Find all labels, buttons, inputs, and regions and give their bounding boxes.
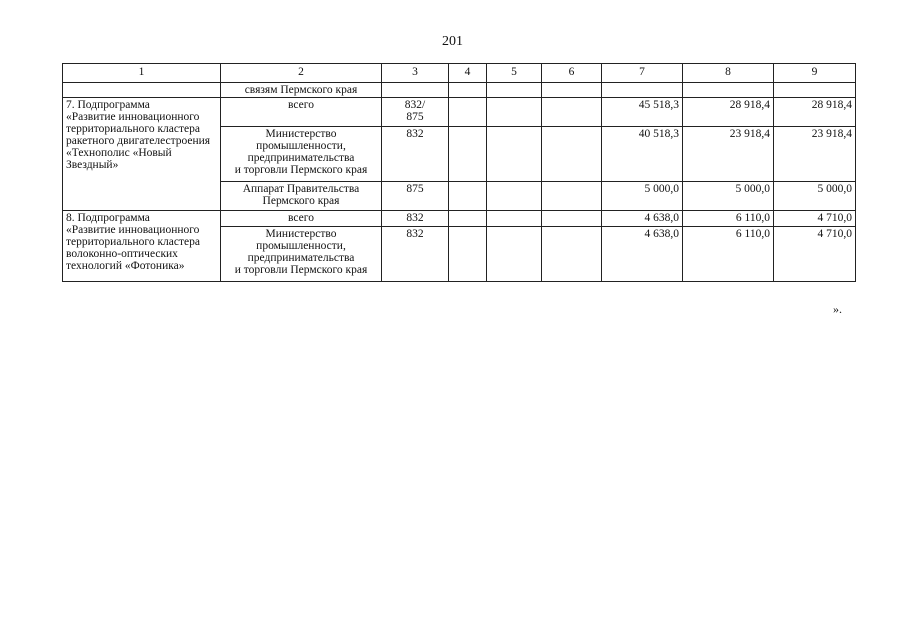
subprogram-8-title: 8. Подпрограмма «Развитие инновационного территориального кластера волоконно-оптических технологий «Фотоника» [63, 211, 221, 282]
table-row [63, 211, 856, 227]
funding-source: Аппарат Правительства Пермского края [221, 182, 382, 211]
amount-col-7: 5 000,0 [602, 182, 683, 211]
table-row [63, 98, 856, 127]
cell-6 [542, 211, 602, 227]
column-header: 1 [63, 64, 221, 83]
cell-4 [449, 227, 487, 282]
cell-empty [449, 83, 487, 98]
column-header: 5 [487, 64, 542, 83]
column-header: 6 [542, 64, 602, 83]
code-cell: 832 [382, 227, 449, 282]
amount-col-7: 45 518,3 [602, 98, 683, 127]
closing-quote-mark: ». [833, 302, 842, 316]
code-cell: 832 [382, 127, 449, 182]
code-cell: 832 [382, 211, 449, 227]
amount-col-7: 40 518,3 [602, 127, 683, 182]
amount-col-8: 5 000,0 [683, 182, 774, 211]
amount-col-9: 4 710,0 [774, 211, 856, 227]
cell-6 [542, 127, 602, 182]
amount-col-8: 23 918,4 [683, 127, 774, 182]
cell-4 [449, 211, 487, 227]
cell-empty [63, 83, 221, 98]
column-header: 9 [774, 64, 856, 83]
column-header: 4 [449, 64, 487, 83]
column-header: 7 [602, 64, 683, 83]
cell-5 [487, 227, 542, 282]
amount-col-8: 6 110,0 [683, 227, 774, 282]
amount-col-9: 5 000,0 [774, 182, 856, 211]
cell-5 [487, 127, 542, 182]
amount-col-9: 28 918,4 [774, 98, 856, 127]
cell-empty [602, 83, 683, 98]
page-number: 201 [442, 34, 463, 49]
cell-empty [683, 83, 774, 98]
continuation-text: связям Пермского края [221, 83, 382, 98]
cell-5 [487, 98, 542, 127]
table-header-row [63, 64, 856, 83]
amount-col-9: 4 710,0 [774, 227, 856, 282]
cell-6 [542, 182, 602, 211]
cell-4 [449, 98, 487, 127]
cell-6 [542, 98, 602, 127]
cell-empty [487, 83, 542, 98]
cell-4 [449, 182, 487, 211]
funding-source: всего [221, 211, 382, 227]
cell-5 [487, 211, 542, 227]
code-cell: 832/ 875 [382, 98, 449, 127]
amount-col-9: 23 918,4 [774, 127, 856, 182]
cell-4 [449, 127, 487, 182]
budget-table [62, 63, 856, 282]
column-header: 8 [683, 64, 774, 83]
subprogram-7-title: 7. Подпрограмма «Развитие инновационного территориального кластера ракетного двигателестроения «Технополис «Новый Звездный» [63, 98, 221, 211]
cell-empty [774, 83, 856, 98]
amount-col-8: 28 918,4 [683, 98, 774, 127]
funding-source: Министерство промышленности, предпринимательства и торговли Пермского края [221, 127, 382, 182]
cell-empty [542, 83, 602, 98]
amount-col-7: 4 638,0 [602, 227, 683, 282]
funding-source: всего [221, 98, 382, 127]
column-header: 3 [382, 64, 449, 83]
continuation-row [63, 83, 856, 98]
cell-6 [542, 227, 602, 282]
cell-5 [487, 182, 542, 211]
amount-col-7: 4 638,0 [602, 211, 683, 227]
amount-col-8: 6 110,0 [683, 211, 774, 227]
cell-empty [382, 83, 449, 98]
code-cell: 875 [382, 182, 449, 211]
funding-source: Министерство промышленности, предпринимательства и торговли Пермского края [221, 227, 382, 282]
column-header: 2 [221, 64, 382, 83]
